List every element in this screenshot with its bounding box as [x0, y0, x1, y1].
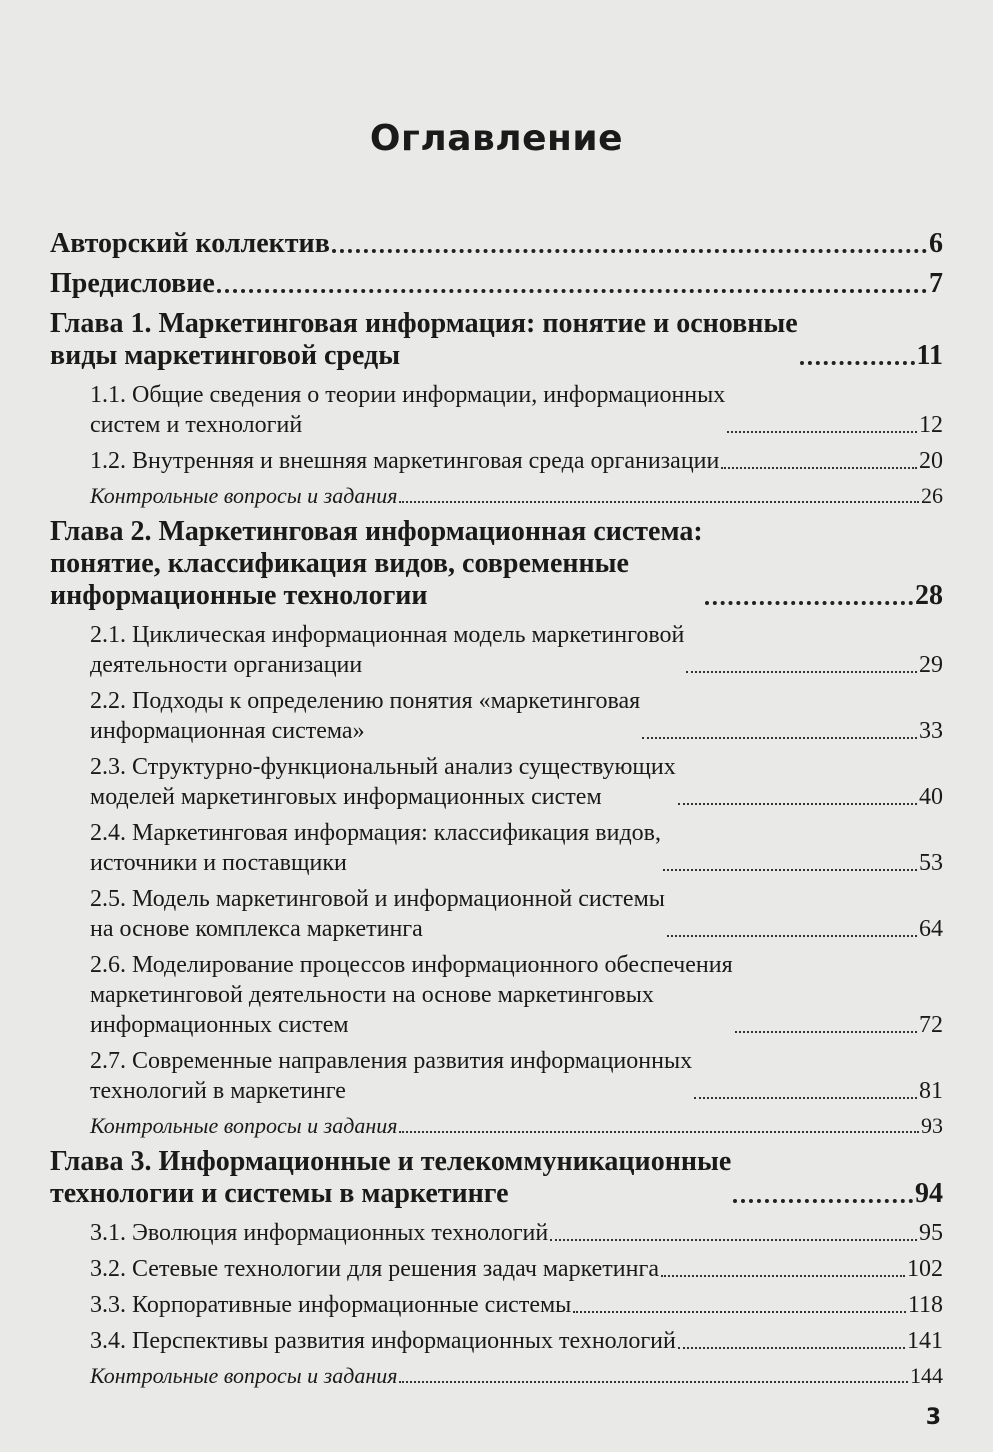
toc-entry-line: технологии и системы в маркетинге [50, 1178, 509, 1209]
dot-leader [573, 1311, 906, 1313]
toc-entry-title [90, 950, 733, 1040]
toc-entry-line: 2.6. Моделирование процессов информационного обеспечения [90, 952, 733, 978]
toc-entry-line: 2.2. Подходы к определению понятия «маркетинговая [90, 688, 641, 714]
toc-page-number: 95 [919, 1220, 943, 1246]
toc-section-entry [50, 620, 943, 680]
toc-entry-line: 2.1. Циклическая информационная модель маркетинговой [90, 622, 685, 648]
toc-review-entry [50, 1112, 943, 1140]
toc-section-entry [50, 1290, 943, 1320]
toc-entry-title [50, 1146, 731, 1210]
toc-entry-line: Контрольные вопросы и задания [90, 1363, 398, 1388]
toc-entry-title [90, 620, 684, 680]
toc-section-entry [50, 686, 943, 746]
toc-entry-title [90, 1218, 548, 1248]
toc-entry-line: 1.1. Общие сведения о теории информации, информационных [90, 382, 726, 408]
toc-page-number: 12 [919, 412, 943, 438]
toc-page-number: 28 [915, 580, 943, 611]
toc-page-number: 7 [929, 268, 943, 299]
toc-entry-line: 3.1. Эволюция информационных технологий [90, 1220, 549, 1246]
toc-page-number: 11 [916, 340, 943, 371]
toc-entry-line: 1.2. Внутренняя и внешняя маркетинговая среда организации [90, 448, 720, 474]
dot-leader [667, 935, 917, 937]
toc-entry-line: виды маркетинговой среды [50, 340, 401, 371]
dot-leader [399, 1131, 919, 1133]
toc-section-entry [50, 1046, 943, 1106]
toc-entry-title [90, 818, 661, 878]
dot-leader [399, 1381, 908, 1383]
toc-entry-title [90, 1046, 692, 1106]
toc-page-number: 118 [907, 1292, 943, 1318]
dot-leader [686, 671, 917, 673]
toc-entry-line: Глава 2. Маркетинговая информационная система: [50, 516, 703, 547]
toc-page-number: 102 [907, 1256, 943, 1282]
toc-page-number: 33 [919, 718, 943, 744]
dot-leader [663, 869, 917, 871]
dot-leader [735, 1031, 917, 1033]
toc-section-entry [50, 950, 943, 1040]
toc-entry-title [50, 268, 215, 300]
toc-page-number: 64 [919, 916, 943, 942]
dot-leader [217, 289, 927, 293]
dot-leader [727, 431, 917, 433]
toc-chapter-entry [50, 268, 943, 300]
toc-entry-line: Предисловие [50, 268, 215, 299]
toc-page-number: 94 [915, 1178, 943, 1209]
page-title: Оглавление [369, 118, 624, 159]
toc-entry-line: 3.4. Перспективы развития информационных технологий [90, 1328, 676, 1354]
toc-entry-line: Глава 3. Информационные и телекоммуникационные [50, 1146, 732, 1177]
toc-entry-line: Глава 1. Маркетинговая информация: понятие и основные [50, 308, 798, 339]
toc-entry-line: систем и технологий [90, 412, 303, 438]
dot-leader [694, 1097, 917, 1099]
toc-chapter-entry [50, 516, 943, 612]
toc-entry-line: 2.7. Современные направления развития информационных [90, 1048, 693, 1074]
toc-section-entry [50, 752, 943, 812]
toc-page-number: 141 [907, 1328, 943, 1354]
toc-entry-line: источники и поставщики [90, 850, 347, 876]
toc-section-entry [50, 1218, 943, 1248]
toc-section-entry [50, 1254, 943, 1284]
toc-entry-line: понятие, классификация видов, современные [50, 548, 629, 579]
toc-section-entry [50, 446, 943, 476]
toc-page-number: 40 [919, 784, 943, 810]
toc-page-number: 93 [921, 1113, 943, 1138]
toc-page-number: 81 [919, 1078, 943, 1104]
toc-entry-title [90, 752, 676, 812]
page-number: 3 [925, 1405, 941, 1430]
toc-entry-title [90, 1326, 676, 1356]
toc-page-number: 6 [929, 228, 943, 259]
toc-entry-title [90, 1362, 397, 1390]
toc-entry-line: технологий в маркетинге [90, 1078, 346, 1104]
toc-entry-line: информационная система» [90, 718, 365, 744]
toc-entry-line: маркетинговой деятельности на основе маркетинговых [90, 982, 654, 1008]
toc-entry-line: информационных систем [90, 1012, 349, 1038]
dot-leader [399, 501, 919, 503]
toc-entry-line: Контрольные вопросы и задания [90, 483, 398, 508]
toc-page-number: 72 [919, 1012, 943, 1038]
toc-entry-title [90, 884, 665, 944]
toc-entry-line: информационные технологии [50, 580, 428, 611]
toc-entry-title [90, 686, 640, 746]
toc-entry-title [90, 446, 719, 476]
dot-leader [661, 1275, 905, 1277]
toc-review-entry [50, 482, 943, 510]
toc-entry-title [90, 1112, 397, 1140]
toc-review-entry [50, 1362, 943, 1390]
toc-entry-line: моделей маркетинговых информационных систем [90, 784, 602, 810]
toc-entry-title [50, 228, 330, 260]
toc-chapter-entry [50, 1146, 943, 1210]
table-of-contents [50, 228, 943, 1396]
toc-section-entry [50, 818, 943, 878]
dot-leader [678, 803, 917, 805]
toc-entry-line: Контрольные вопросы и задания [90, 1113, 398, 1138]
toc-entry-line: 3.3. Корпоративные информационные системы [90, 1292, 572, 1318]
toc-page-number: 144 [910, 1363, 943, 1388]
toc-page-number: 53 [919, 850, 943, 876]
dot-leader [550, 1239, 917, 1241]
dot-leader [642, 737, 917, 739]
toc-page-number: 26 [921, 483, 943, 508]
toc-section-entry [50, 884, 943, 944]
toc-entry-line: на основе комплекса маркетинга [90, 916, 423, 942]
toc-entry-title [90, 380, 725, 440]
toc-entry-title [90, 1254, 659, 1284]
toc-entry-line: Авторский коллектив [50, 228, 330, 259]
toc-chapter-entry [50, 228, 943, 260]
toc-entry-title [90, 482, 397, 510]
toc-entry-line: 2.3. Структурно-функциональный анализ существующих [90, 754, 676, 780]
toc-entry-line: 2.4. Маркетинговая информация: классификация видов, [90, 820, 662, 846]
toc-section-entry [50, 1326, 943, 1356]
toc-entry-line: 2.5. Модель маркетинговой и информационной системы [90, 886, 665, 912]
dot-leader [800, 361, 915, 365]
toc-section-entry [50, 380, 943, 440]
toc-entry-title [50, 516, 703, 612]
toc-entry-title [90, 1290, 571, 1320]
dot-leader [721, 467, 917, 469]
toc-entry-title [50, 308, 798, 372]
dot-leader [705, 601, 913, 605]
dot-leader [332, 249, 927, 253]
toc-page-number: 20 [919, 448, 943, 474]
dot-leader [678, 1347, 905, 1349]
toc-entry-line: 3.2. Сетевые технологии для решения задач маркетинга [90, 1256, 659, 1282]
toc-chapter-entry [50, 308, 943, 372]
toc-page-number: 29 [919, 652, 943, 678]
dot-leader [733, 1199, 913, 1203]
toc-entry-line: деятельности организации [90, 652, 363, 678]
